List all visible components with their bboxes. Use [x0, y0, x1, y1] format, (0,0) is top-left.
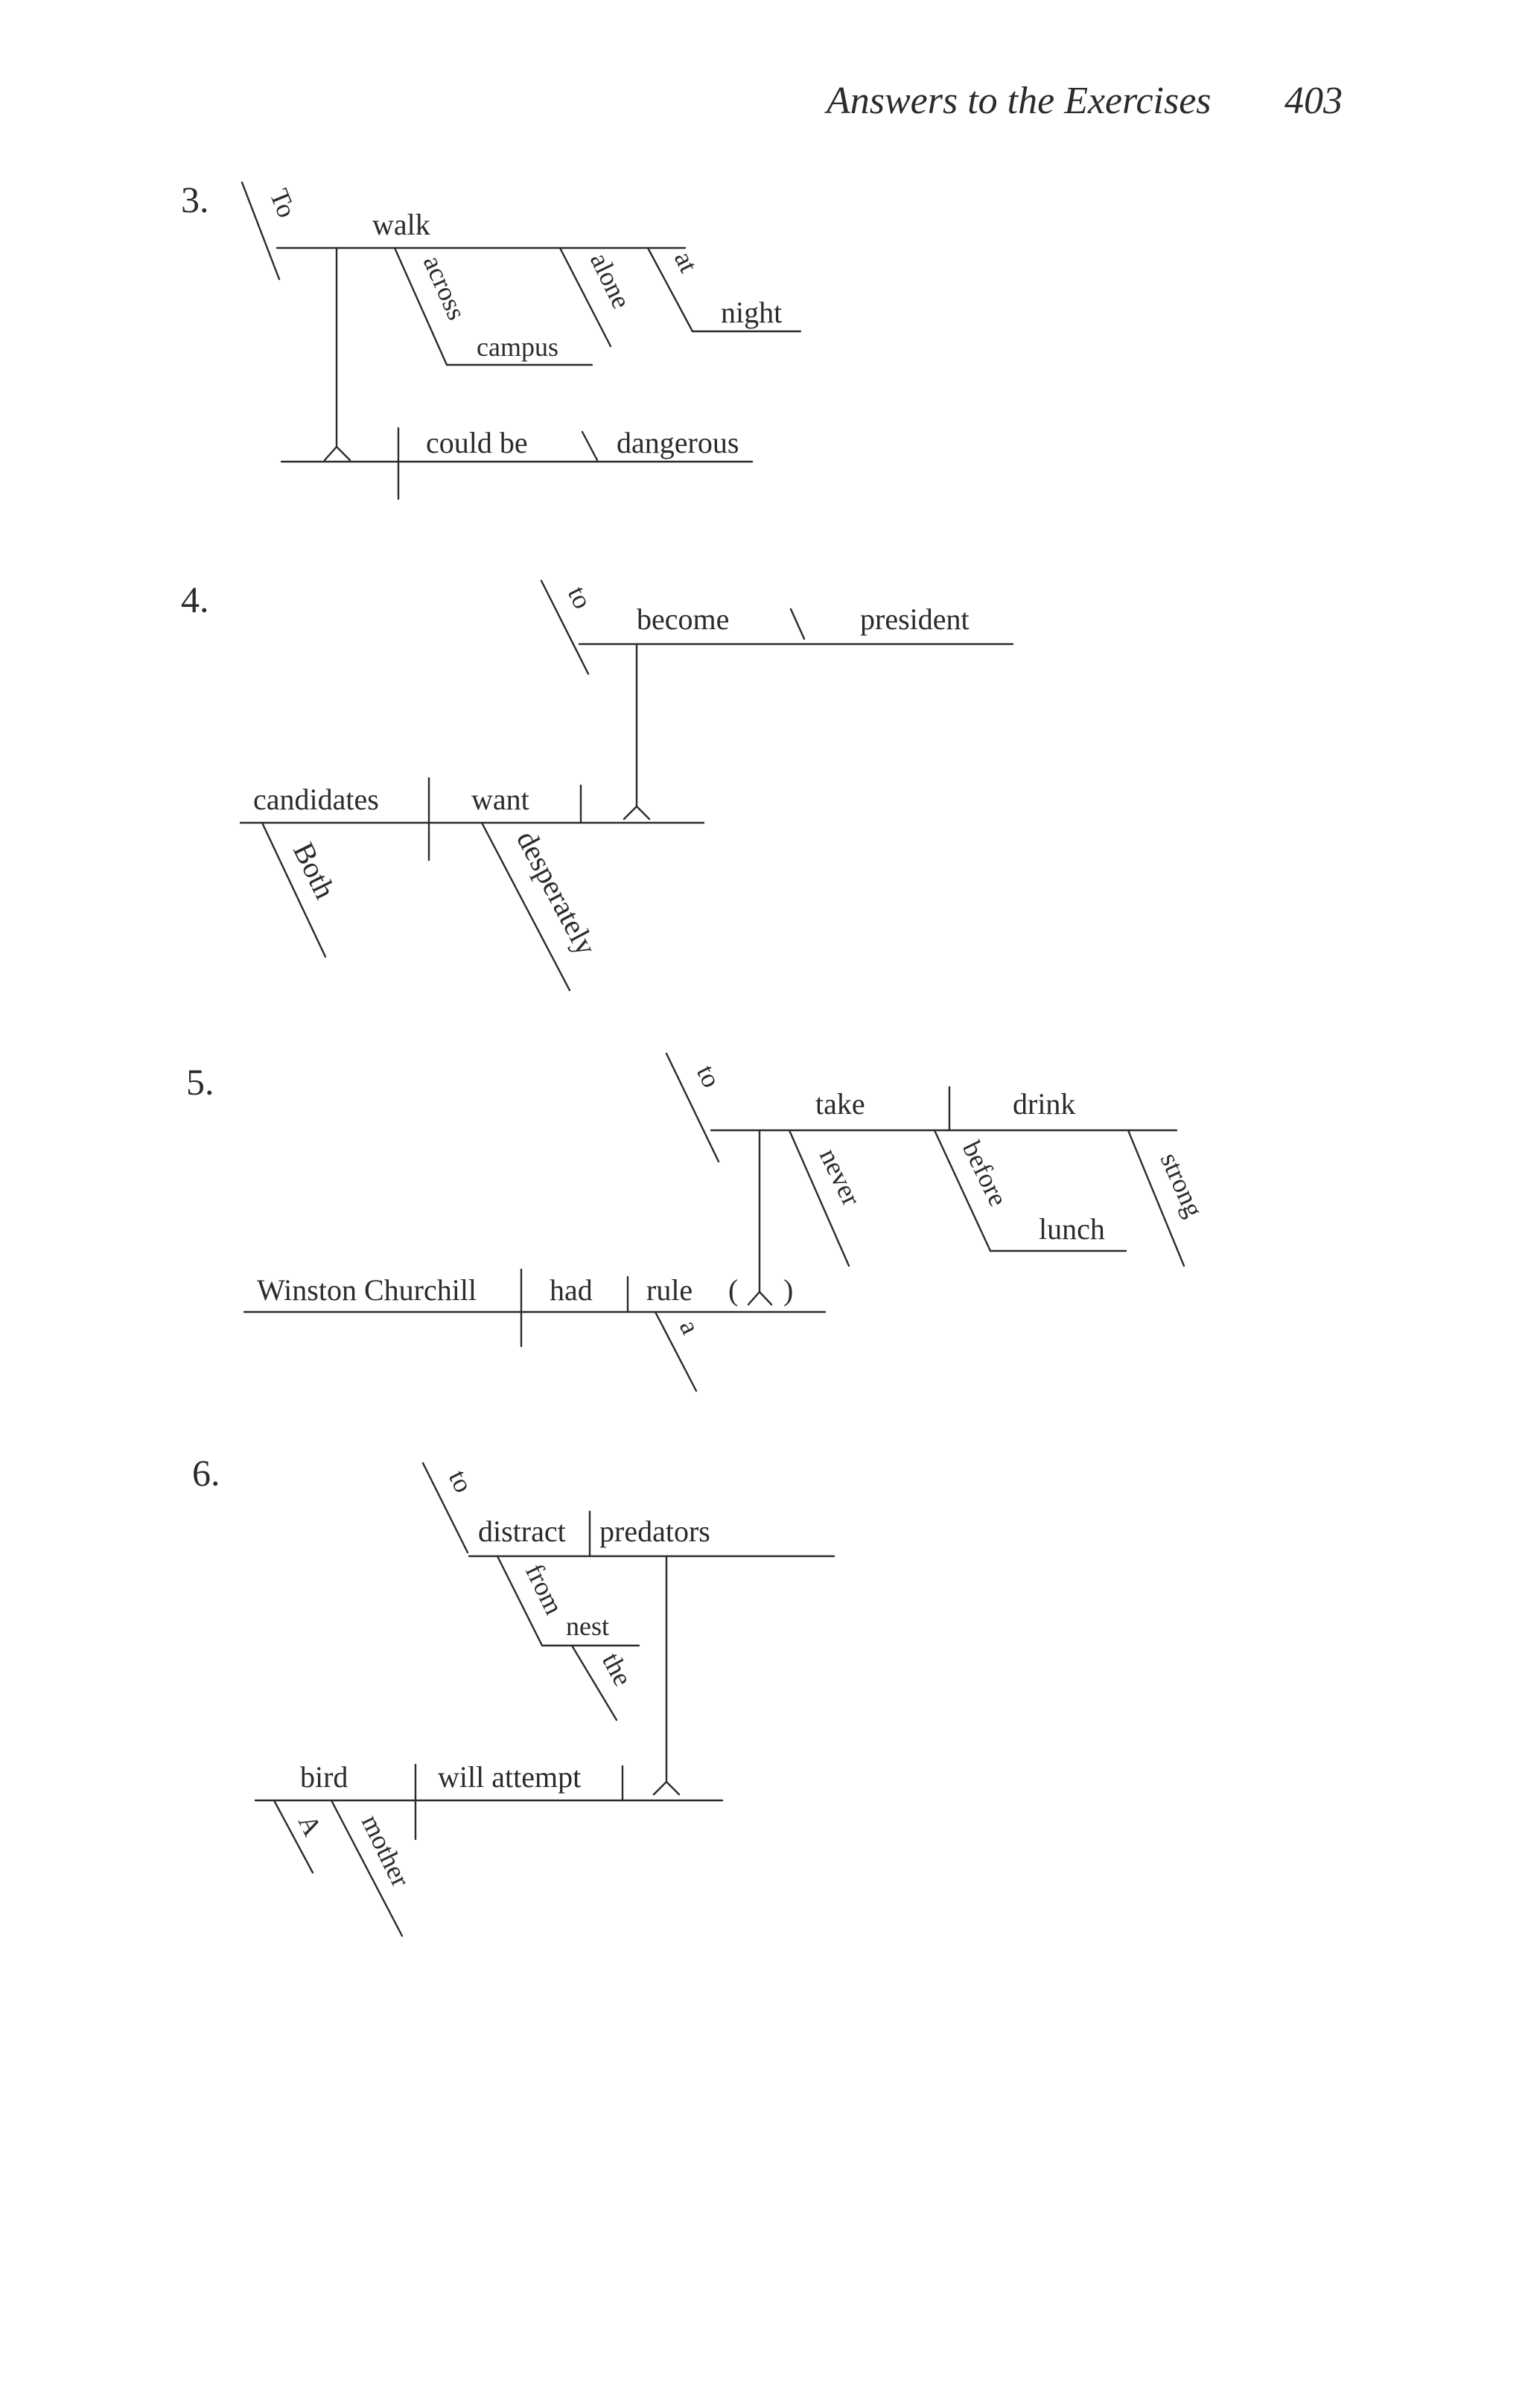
word-at: at	[668, 246, 704, 277]
word-nest: nest	[566, 1611, 609, 1641]
word-campus: campus	[477, 332, 558, 362]
word-dangerous: dangerous	[617, 426, 739, 459]
diagram-3	[181, 179, 800, 499]
paren-open: (	[728, 1273, 739, 1307]
word-a: A	[292, 1809, 328, 1841]
complement-slash	[791, 609, 804, 639]
word-walk: walk	[372, 208, 430, 241]
word-desperately: desperately	[510, 825, 604, 961]
pedestal	[624, 806, 649, 819]
diagram-5	[186, 1054, 1209, 1391]
word-mother: mother	[355, 1809, 416, 1892]
word-lunch: lunch	[1039, 1212, 1105, 1246]
word-to: To	[264, 185, 302, 222]
word-could-be: could be	[426, 426, 528, 459]
word-candidates: candidates	[253, 783, 379, 816]
word-before: before	[956, 1135, 1014, 1211]
running-header	[824, 80, 1343, 122]
word-strong: strong	[1154, 1147, 1209, 1222]
word-president: president	[860, 602, 970, 636]
word-take: take	[815, 1087, 865, 1121]
complement-slash	[582, 432, 597, 460]
word-had: had	[550, 1273, 593, 1307]
header-title: Answers to the Exercises	[827, 80, 1212, 122]
diagram-6	[192, 1452, 834, 1936]
word-a: a	[673, 1314, 706, 1339]
pedestal	[325, 447, 350, 460]
pedestal	[748, 1292, 771, 1305]
diagram-number: 6.	[192, 1452, 220, 1494]
word-drink: drink	[1013, 1087, 1076, 1121]
paren-close: )	[783, 1273, 794, 1307]
diagram-number: 4.	[181, 579, 209, 620]
word-both: Both	[286, 837, 343, 904]
word-from: from	[519, 1558, 570, 1619]
diagram-4	[181, 579, 1013, 990]
diagram-number: 5.	[186, 1061, 214, 1103]
word-never: never	[813, 1143, 867, 1211]
word-to: to	[690, 1060, 728, 1092]
word-will-attempt: will attempt	[438, 1760, 582, 1794]
word-across: across	[417, 250, 472, 325]
word-want: want	[471, 783, 529, 816]
diagram-number: 3.	[181, 179, 209, 220]
word-become: become	[637, 602, 730, 636]
word-the: the	[596, 1647, 638, 1691]
word-night: night	[721, 296, 783, 329]
word-predators: predators	[599, 1514, 710, 1548]
page-number: 403	[1284, 80, 1343, 122]
pedestal	[654, 1782, 679, 1794]
word-distract: distract	[478, 1514, 566, 1548]
word-rule: rule	[646, 1273, 693, 1307]
word-bird: bird	[300, 1760, 348, 1794]
word-winston-churchill: Winston Churchill	[257, 1273, 477, 1307]
word-to: to	[442, 1465, 480, 1497]
word-to: to	[561, 581, 599, 614]
word-alone: alone	[584, 247, 637, 313]
